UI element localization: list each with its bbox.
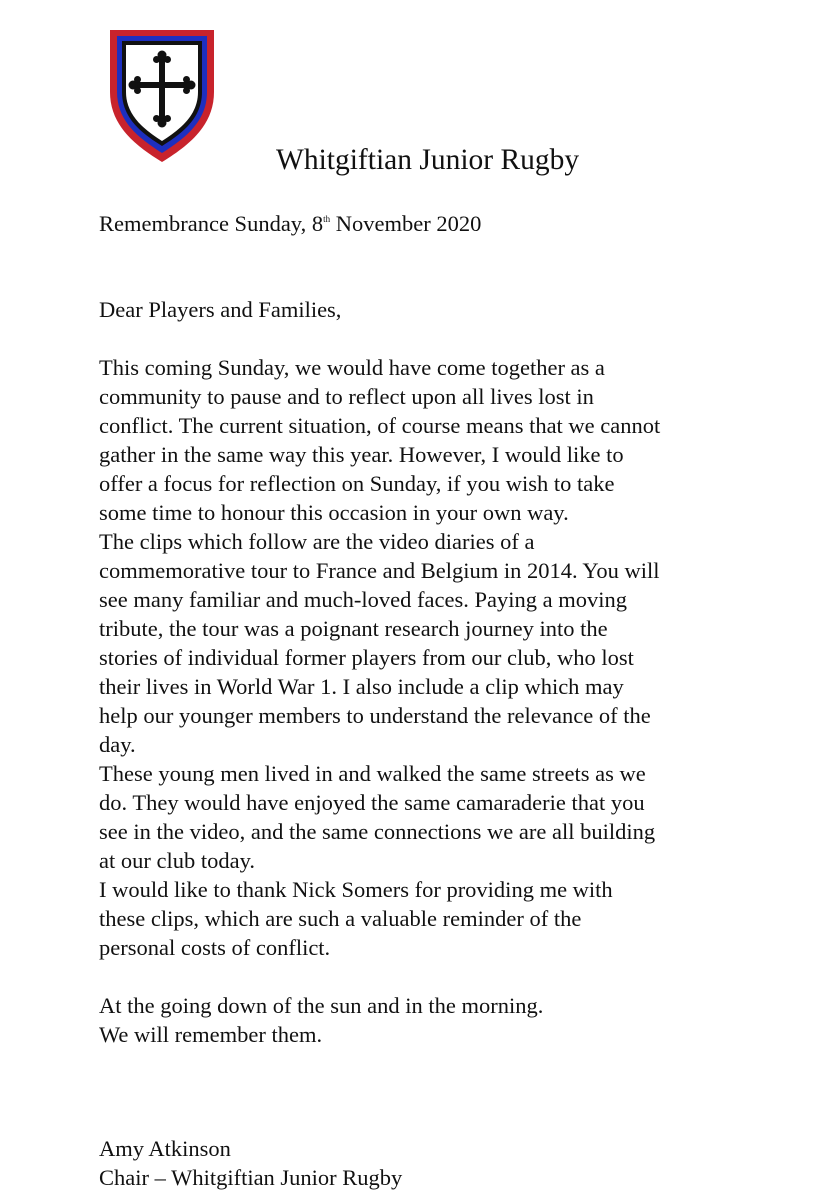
letter-line: these clips, which are such a valuable reminder of the — [99, 906, 582, 931]
closing-line: At the going down of the sun and in the morning. — [99, 993, 544, 1018]
letter-line: offer a focus for reflection on Sunday, if you wish to take — [99, 471, 615, 496]
signature-title: Chair – Whitgiftian Junior Rugby — [99, 1165, 403, 1190]
club-name-heading: Whitgiftian Junior Rugby — [276, 144, 580, 176]
signature-block — [99, 1134, 402, 1192]
letter-line: conflict. The current situation, of course means that we cannot — [99, 413, 661, 438]
letter-date — [99, 210, 481, 238]
letter-line: gather in the same way this year. However, I would like to — [99, 442, 624, 467]
closing-line: We will remember them. — [99, 1022, 323, 1047]
letter-line: day. — [99, 732, 136, 757]
letter-line: commemorative tour to France and Belgium in 2014. You will — [99, 558, 660, 583]
letter-line: stories of individual former players from our club, who lost — [99, 645, 634, 670]
letter-line: their lives in World War 1. I also include a clip which may — [99, 674, 624, 699]
letter-line: help our younger members to understand the relevance of the — [99, 703, 651, 728]
letter-line: I would like to thank Nick Somers for providing me with — [99, 877, 613, 902]
letter-line: see in the video, and the same connections we are all building — [99, 819, 656, 844]
date-ordinal: th — [323, 214, 331, 224]
letter-line: tribute, the tour was a poignant research journey into the — [99, 616, 608, 641]
letter-line: some time to honour this occasion in your own way. — [99, 500, 569, 525]
letter-line: The clips which follow are the video diaries of a — [99, 529, 535, 554]
letter-salutation: Dear Players and Families, — [99, 297, 342, 322]
letter-line: personal costs of conflict. — [99, 935, 331, 960]
letter-paragraphs — [99, 353, 779, 962]
letter-line: at our club today. — [99, 848, 255, 873]
paragraph-gap — [99, 962, 779, 991]
letter-body — [99, 295, 779, 1049]
letter-line: see many familiar and much-loved faces. Paying a moving — [99, 587, 627, 612]
club-crest-logo — [100, 22, 224, 166]
letter-closing — [99, 991, 779, 1049]
letter-line: community to pause and to reflect upon all lives lost in — [99, 384, 594, 409]
letter-line: These young men lived in and walked the same streets as we — [99, 761, 646, 786]
letter-line: do. They would have enjoyed the same camaraderie that you — [99, 790, 645, 815]
signature-name: Amy Atkinson — [99, 1136, 231, 1161]
date-prefix: Remembrance Sunday, 8 — [99, 211, 324, 236]
date-suffix: November 2020 — [330, 211, 482, 236]
letter-line: This coming Sunday, we would have come together as a — [99, 355, 605, 380]
paragraph-gap — [99, 324, 779, 353]
